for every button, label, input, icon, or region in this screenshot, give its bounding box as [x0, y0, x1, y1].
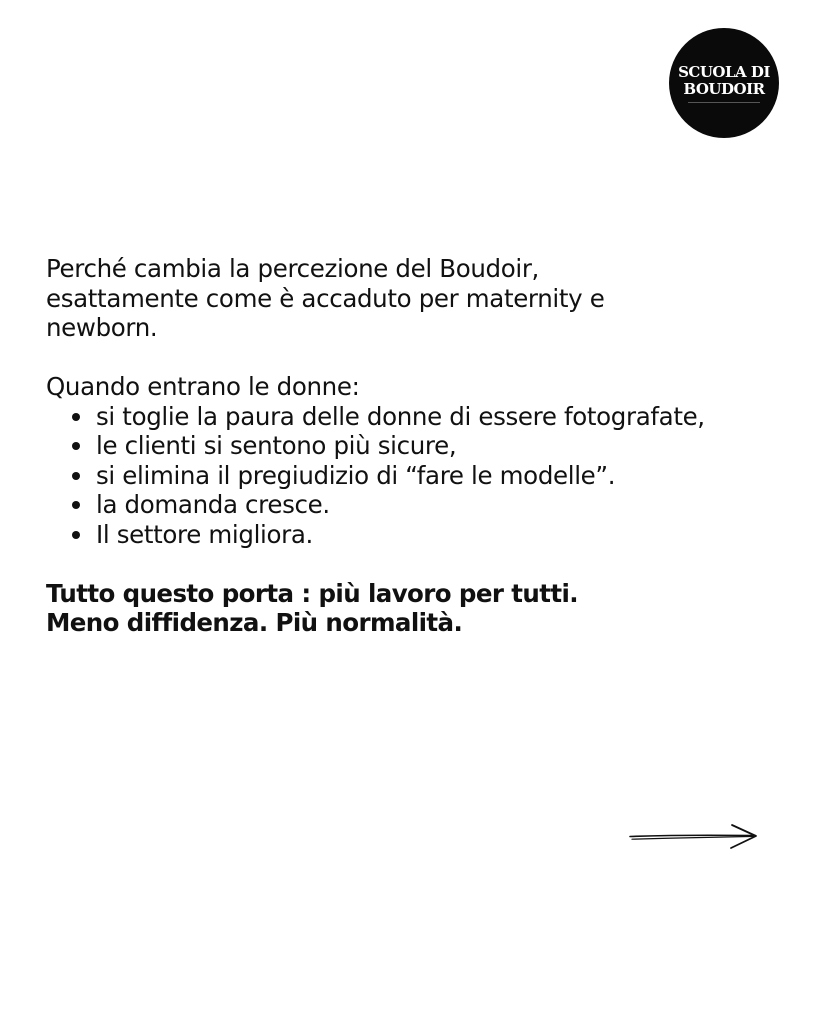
logo-line-1: SCUOLA DI: [678, 62, 770, 81]
logo-line-2: BOUDOIR: [683, 79, 765, 98]
spacer: [46, 343, 786, 373]
intro-paragraph: [46, 254, 786, 343]
intro-line: Perché cambia la percezione del Boudoir,: [46, 254, 539, 283]
list-item: si elimina il pregiudizio di “fare le modelle”.: [72, 461, 786, 491]
logo-tagline-rule: [688, 102, 760, 103]
intro-line: newborn.: [46, 313, 158, 342]
conclusion-line: Tutto questo porta : più lavoro per tutti.: [46, 578, 578, 608]
list-item: le clienti si sentono più sicure,: [72, 431, 786, 461]
list-item: si toglie la paura delle donne di essere fotografate,: [72, 402, 786, 432]
spacer: [46, 549, 786, 579]
conclusion-line: Meno diffidenza. Più normalità.: [46, 608, 463, 637]
benefits-list: [46, 402, 786, 550]
women-heading-text: Quando entrano le donne:: [46, 372, 360, 401]
conclusion-paragraph: [46, 579, 786, 638]
scuola-di-boudoir-logo: [669, 28, 779, 138]
post-content: [46, 254, 786, 638]
intro-line: esattamente come è accaduto per maternity e: [46, 283, 605, 313]
women-heading: [46, 372, 786, 402]
list-item: la domanda cresce.: [72, 490, 786, 520]
list-item: Il settore migliora.: [72, 520, 786, 550]
arrow-right-icon[interactable]: [628, 820, 760, 852]
